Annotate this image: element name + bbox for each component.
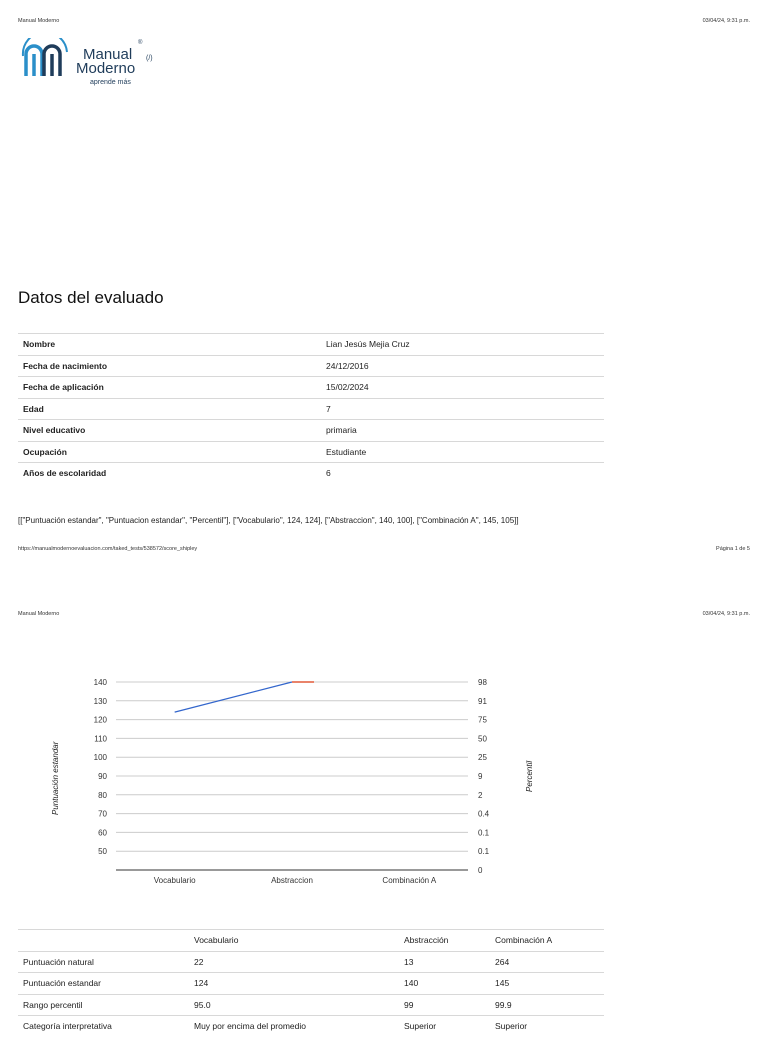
cell-combinacion: Superior bbox=[490, 1016, 604, 1037]
print-footer-url[interactable]: https://manualmodernoevaluacion.com/taked_tests/538572/score_shipley bbox=[18, 546, 198, 552]
cell-combinacion: 99.9 bbox=[490, 994, 604, 1016]
row-value: 15/02/2024 bbox=[321, 377, 604, 399]
series-line-puntuacion-estandar bbox=[175, 682, 292, 712]
table-row bbox=[18, 398, 604, 420]
print-header-left: Manual Moderno bbox=[18, 18, 60, 24]
row-label: Ocupación bbox=[18, 441, 321, 463]
y2-tick-label: 0.1 bbox=[478, 828, 490, 838]
score-line-chart bbox=[0, 660, 768, 895]
cell-vocabulario: 95.0 bbox=[189, 994, 399, 1016]
row-label: Años de escolaridad bbox=[18, 463, 321, 484]
y-tick-label: 140 bbox=[93, 678, 107, 687]
y-axis-label: Puntuación estandar bbox=[51, 741, 60, 815]
header-cell: Vocabulario bbox=[189, 930, 399, 952]
y2-tick-label: 91 bbox=[478, 696, 487, 706]
row-value: Lian Jesús Mejia Cruz bbox=[321, 334, 604, 356]
y-tick-label: 120 bbox=[93, 715, 107, 725]
manual-moderno-logo bbox=[20, 38, 170, 90]
raw-chart-data-text: [["Puntuación estandar", "Puntuacion estandar", "Percentil"], ["Vocabulario", 124, 124], ["Abstraccion", 140, 100], ["Combinación A", 145, 105]] bbox=[18, 516, 519, 525]
y2-tick-label: 0.1 bbox=[478, 847, 490, 857]
y-tick-label: 100 bbox=[93, 753, 107, 763]
print-header-left-2: Manual Moderno bbox=[18, 611, 60, 617]
row-value: primaria bbox=[321, 420, 604, 442]
cell-vocabulario: 22 bbox=[189, 951, 399, 973]
table-row bbox=[18, 951, 604, 973]
evaluee-data-table bbox=[18, 333, 604, 484]
header-cell: Combinación A bbox=[490, 930, 604, 952]
cell-abstraccion: 13 bbox=[399, 951, 490, 973]
y-tick-label: 60 bbox=[98, 828, 107, 838]
row-value: Estudiante bbox=[321, 441, 604, 463]
cell-abstraccion: 140 bbox=[399, 973, 490, 995]
row-label: Nivel educativo bbox=[18, 420, 321, 442]
row-label: Nombre bbox=[18, 334, 321, 356]
cell-combinacion: 264 bbox=[490, 951, 604, 973]
print-footer-page: Página 1 de 5 bbox=[716, 546, 750, 552]
cell-vocabulario: 124 bbox=[189, 973, 399, 995]
y2-tick-label: 0 bbox=[478, 866, 483, 875]
row-value: 24/12/2016 bbox=[321, 355, 604, 377]
row-label: Fecha de aplicación bbox=[18, 377, 321, 399]
row-label: Puntuación natural bbox=[18, 951, 189, 973]
row-label: Edad bbox=[18, 398, 321, 420]
cell-vocabulario: Muy por encima del promedio bbox=[189, 1016, 399, 1037]
section-title: Datos del evaluado bbox=[18, 288, 164, 307]
cell-abstraccion: 99 bbox=[399, 994, 490, 1016]
y2-tick-label: 50 bbox=[478, 734, 487, 744]
y-tick-label: 50 bbox=[98, 847, 107, 857]
table-row bbox=[18, 420, 604, 442]
y-tick-label: 90 bbox=[98, 772, 107, 781]
x-axis-ticks bbox=[154, 876, 437, 885]
row-label: Rango percentil bbox=[18, 994, 189, 1016]
table-row bbox=[18, 334, 604, 356]
logo-line1: Manual bbox=[83, 46, 133, 63]
row-label: Fecha de nacimiento bbox=[18, 355, 321, 377]
table-row bbox=[18, 441, 604, 463]
x-tick-label: Abstraccion bbox=[271, 876, 313, 885]
table-row bbox=[18, 1016, 604, 1037]
y2-tick-label: 25 bbox=[478, 753, 487, 763]
chart-gridlines bbox=[116, 682, 468, 870]
y-tick-label: 110 bbox=[94, 734, 107, 744]
y2-tick-label: 0.4 bbox=[478, 809, 490, 819]
print-header-date-2: 03/04/24, 9:31 p.m. bbox=[702, 611, 750, 617]
print-header-date: 03/04/24, 9:31 p.m. bbox=[702, 18, 750, 24]
table-row bbox=[18, 973, 604, 995]
y2-tick-label: 9 bbox=[478, 772, 483, 781]
row-value: 7 bbox=[321, 398, 604, 420]
y-tick-label: 70 bbox=[98, 809, 107, 819]
table-row bbox=[18, 463, 604, 484]
x-tick-label: Vocabulario bbox=[153, 876, 196, 885]
table-row bbox=[18, 377, 604, 399]
y2-tick-label: 75 bbox=[478, 715, 487, 725]
table-row bbox=[18, 994, 604, 1016]
y-tick-label: 80 bbox=[98, 790, 107, 800]
y2-axis-label: Percentil bbox=[525, 760, 534, 792]
cell-combinacion: 145 bbox=[490, 973, 604, 995]
table-row bbox=[18, 355, 604, 377]
row-value: 6 bbox=[321, 463, 604, 484]
scores-table bbox=[18, 929, 604, 1037]
y2-tick-label: 2 bbox=[478, 790, 483, 800]
logo-mark-icon: (/) bbox=[146, 55, 153, 62]
logo-tagline: aprende más bbox=[90, 79, 131, 86]
row-label: Categoría interpretativa bbox=[18, 1016, 189, 1037]
row-label: Puntuación estandar bbox=[18, 973, 189, 995]
y-axis-ticks bbox=[94, 678, 108, 856]
chart-series-lines bbox=[175, 682, 314, 712]
y2-axis-ticks bbox=[478, 678, 490, 875]
y2-tick-label: 98 bbox=[478, 678, 487, 687]
registered-mark: ® bbox=[138, 40, 143, 46]
header-cell: Abstracción bbox=[399, 930, 490, 952]
header-cell bbox=[18, 930, 189, 952]
y-tick-label: 130 bbox=[93, 696, 107, 706]
table-header-row bbox=[18, 930, 604, 952]
x-tick-label: Combinación A bbox=[382, 876, 437, 885]
logo-line2: Moderno bbox=[76, 60, 136, 77]
cell-abstraccion: Superior bbox=[399, 1016, 490, 1037]
mm-logo-icon bbox=[20, 38, 72, 84]
